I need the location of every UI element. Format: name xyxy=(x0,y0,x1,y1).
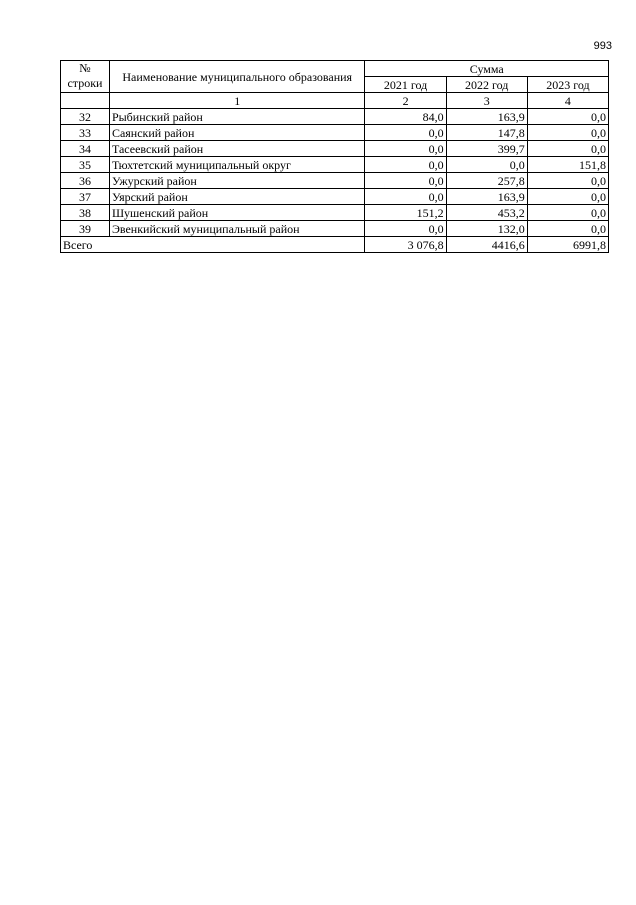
value-2022: 132,0 xyxy=(446,221,527,237)
row-number: 33 xyxy=(61,125,110,141)
value-2022: 147,8 xyxy=(446,125,527,141)
value-2023: 0,0 xyxy=(527,125,608,141)
municipality-name: Тасеевский район xyxy=(109,141,365,157)
row-number: 38 xyxy=(61,205,110,221)
table-row xyxy=(61,221,609,237)
column-number-1: 1 xyxy=(109,93,365,109)
value-2021: 0,0 xyxy=(365,189,446,205)
row-number: 32 xyxy=(61,109,110,125)
table-row xyxy=(61,109,609,125)
header-year-2023: 2023 год xyxy=(527,77,608,93)
value-2022: 163,9 xyxy=(446,189,527,205)
row-number: 34 xyxy=(61,141,110,157)
municipality-name: Ужурский район xyxy=(109,173,365,189)
header-year-2021: 2021 год xyxy=(365,77,446,93)
table-row xyxy=(61,157,609,173)
column-number-4: 4 xyxy=(527,93,608,109)
row-number: 37 xyxy=(61,189,110,205)
row-number: 36 xyxy=(61,173,110,189)
value-2023: 0,0 xyxy=(527,189,608,205)
value-2021: 151,2 xyxy=(365,205,446,221)
table-row xyxy=(61,205,609,221)
municipality-name: Рыбинский район xyxy=(109,109,365,125)
header-row-number xyxy=(61,61,110,93)
budget-table xyxy=(60,60,609,253)
municipality-name: Тюхтетский муниципальный округ xyxy=(109,157,365,173)
value-2023: 0,0 xyxy=(527,109,608,125)
total-2023: 6991,8 xyxy=(527,237,608,253)
value-2023: 0,0 xyxy=(527,173,608,189)
column-number-3: 3 xyxy=(446,93,527,109)
column-number-empty xyxy=(61,93,110,109)
municipality-name: Уярский район xyxy=(109,189,365,205)
municipality-name: Шушенский район xyxy=(109,205,365,221)
table-row xyxy=(61,141,609,157)
total-label: Всего xyxy=(61,237,365,253)
header-row-number-line1: № xyxy=(79,61,91,75)
header-row-number-line2: строки xyxy=(67,76,103,90)
municipality-name: Эвенкийский муниципальный район xyxy=(109,221,365,237)
table-row xyxy=(61,189,609,205)
value-2021: 0,0 xyxy=(365,125,446,141)
value-2022: 0,0 xyxy=(446,157,527,173)
municipality-name: Саянский район xyxy=(109,125,365,141)
total-row xyxy=(61,237,609,253)
row-number: 39 xyxy=(61,221,110,237)
value-2022: 257,8 xyxy=(446,173,527,189)
value-2022: 163,9 xyxy=(446,109,527,125)
header-column-numbers-row xyxy=(61,93,609,109)
header-sum: Сумма xyxy=(365,61,609,77)
header-row-1 xyxy=(61,61,609,77)
value-2021: 0,0 xyxy=(365,173,446,189)
header-year-2022: 2022 год xyxy=(446,77,527,93)
value-2022: 399,7 xyxy=(446,141,527,157)
value-2021: 84,0 xyxy=(365,109,446,125)
value-2023: 0,0 xyxy=(527,221,608,237)
table-row xyxy=(61,173,609,189)
total-2022: 4416,6 xyxy=(446,237,527,253)
page-number: 993 xyxy=(593,40,612,52)
header-municipality-name: Наименование муниципального образования xyxy=(109,61,365,93)
value-2023: 151,8 xyxy=(527,157,608,173)
row-number: 35 xyxy=(61,157,110,173)
value-2021: 0,0 xyxy=(365,157,446,173)
table-row xyxy=(61,125,609,141)
value-2022: 453,2 xyxy=(446,205,527,221)
value-2021: 0,0 xyxy=(365,221,446,237)
column-number-2: 2 xyxy=(365,93,446,109)
total-2021: 3 076,8 xyxy=(365,237,446,253)
value-2023: 0,0 xyxy=(527,141,608,157)
value-2021: 0,0 xyxy=(365,141,446,157)
value-2023: 0,0 xyxy=(527,205,608,221)
